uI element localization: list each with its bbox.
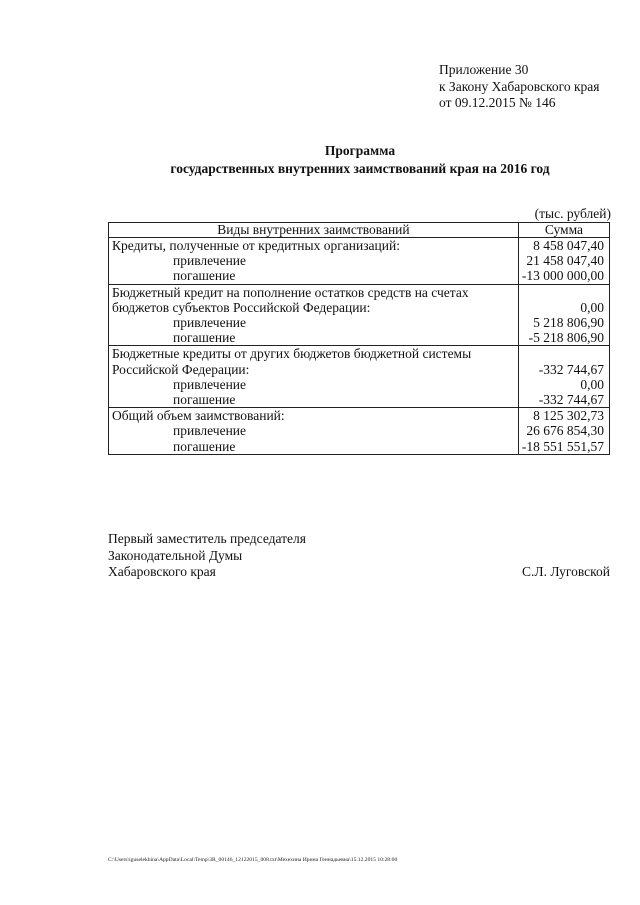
sub-label: погашение: [109, 268, 519, 284]
table-row: [109, 238, 610, 254]
signature-position-2: Законодательной Думы: [108, 547, 243, 563]
document-title: [0, 142, 640, 178]
units-label: (тыс. рублей): [534, 206, 611, 221]
appendix-date: от 09.12.2015 № 146: [439, 95, 556, 110]
sub-value: 5 218 806,90: [518, 315, 609, 330]
borrowings-table: [108, 222, 610, 455]
sub-label: погашение: [109, 392, 519, 408]
sub-value: 0,00: [518, 377, 609, 392]
group-title: Общий объем заимствований:: [109, 408, 519, 424]
table-row: [109, 377, 610, 392]
sub-value: 21 458 047,40: [518, 253, 609, 268]
table-row: [109, 284, 610, 300]
title-line-1: Программа: [324, 143, 396, 158]
group-total: -332 744,67: [518, 362, 609, 377]
group-title: Бюджетный кредит на пополнение остатков средств на счетах: [109, 284, 519, 300]
group-title: Бюджетные кредиты от других бюджетов бюджетной системы: [109, 346, 519, 362]
sub-label: погашение: [109, 439, 519, 455]
sub-label: привлечение: [109, 315, 519, 330]
sub-label: привлечение: [109, 423, 519, 438]
table-row: [109, 362, 610, 377]
table-header-row: [109, 223, 610, 238]
appendix-law: к Закону Хабаровского края: [439, 78, 600, 94]
group-title-cont: бюджетов субъектов Российской Федерации:: [109, 300, 519, 315]
header-sum: Сумма: [518, 223, 609, 238]
signatory-name: С.Л. Луговской: [522, 564, 610, 579]
table-row: [109, 253, 610, 268]
sub-value: -332 744,67: [518, 392, 609, 408]
table-row: [109, 392, 610, 408]
appendix-number: Приложение 30: [439, 62, 529, 77]
footer-file-path: C:\Users\iguselekhina\AppData\Local\Temp\3R_00146_12122015_008.txt\Мехехина Ирина Геннадьевна\15.12.2015 10:28:00: [108, 857, 398, 863]
table-row: [109, 300, 610, 315]
sub-label: привлечение: [109, 377, 519, 392]
signature-block: [108, 531, 610, 581]
signature-position-3: Хабаровского края: [108, 564, 216, 579]
table-row: [109, 408, 610, 424]
sub-value: -18 551 551,57: [518, 439, 609, 455]
table-row: [109, 315, 610, 330]
table-row: [109, 423, 610, 438]
sub-label: привлечение: [109, 253, 519, 268]
header-borrowing-type: Виды внутренних заимствований: [109, 223, 519, 238]
sub-label: погашение: [109, 330, 519, 346]
group-total: 0,00: [518, 300, 609, 315]
group-total: 8 458 047,40: [518, 238, 609, 254]
table-row: [109, 346, 610, 362]
table-row: [109, 268, 610, 284]
sub-value: -13 000 000,00: [518, 268, 609, 284]
group-total: 8 125 302,73: [518, 408, 609, 424]
sub-value: -5 218 806,90: [518, 330, 609, 346]
title-line-2: государственных внутренних заимствований края на 2016 год: [170, 161, 550, 176]
group-title-cont: Российской Федерации:: [109, 362, 519, 377]
table-row: [109, 330, 610, 346]
group-title: Кредиты, полученные от кредитных организаций:: [109, 238, 519, 254]
signature-position-1: Первый заместитель председателя: [108, 531, 306, 546]
sub-value: 26 676 854,30: [518, 423, 609, 438]
table-row: [109, 439, 610, 455]
appendix-block: [439, 62, 600, 112]
